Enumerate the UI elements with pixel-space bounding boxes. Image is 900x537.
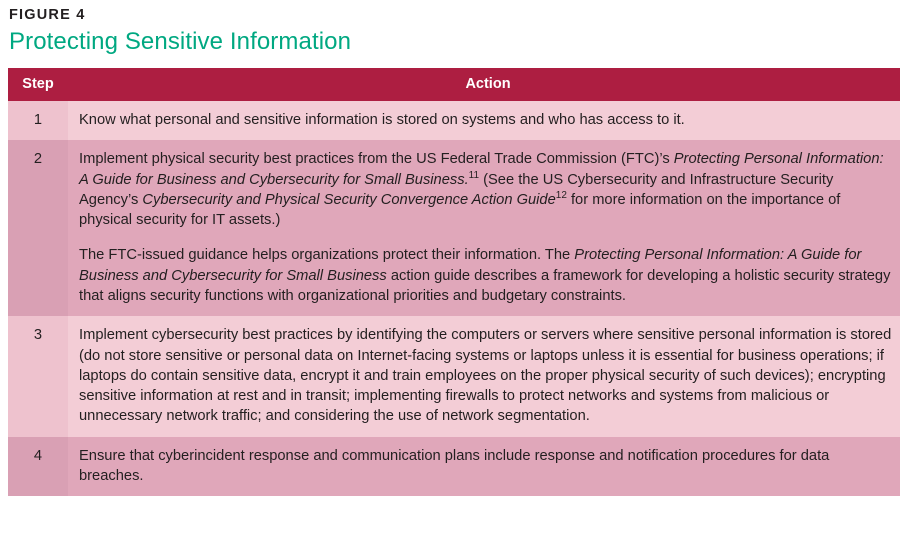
table-row bbox=[8, 316, 900, 436]
table-row bbox=[8, 437, 900, 497]
step-number: 4 bbox=[8, 437, 68, 497]
italic-run: Protecting Personal Information: A Guide for Business and Cybersecurity for Small Business bbox=[79, 247, 862, 284]
table-header-row bbox=[8, 68, 900, 101]
action-text bbox=[68, 140, 900, 316]
action-paragraph bbox=[79, 325, 894, 426]
action-paragraph bbox=[79, 149, 894, 230]
text-run: Implement cybersecurity best practices by identifying the computers or servers where sensitive personal information is stored (do not store sensitive or personal data on Internet-facing systems or laptops unless it is essential for business operations; if laptops do contain sensitive data, encrypt it and train employees on the proper physical security of such devices); encrypting sensitive information at rest and in transit; implementing firewalls to protect networks and systems from malicious or unnecessary network traffic; and considering the use of network segmentation. bbox=[79, 327, 892, 425]
action-text bbox=[68, 101, 900, 140]
text-run: (See the US Cybersecurity and Infrastructure Security Agency’s bbox=[79, 171, 834, 208]
page-title: Protecting Sensitive Information bbox=[9, 28, 352, 55]
text-run: Know what personal and sensitive information is stored on systems and who has access to it. bbox=[79, 112, 685, 128]
action-paragraph bbox=[79, 446, 894, 487]
step-number: 3 bbox=[8, 316, 68, 436]
italic-run: Cybersecurity and Physical Security Convergence Action Guide bbox=[142, 191, 556, 208]
figure-table bbox=[8, 68, 900, 496]
text-run: Ensure that cyberincident response and communication plans include response and notification procedures for data breaches. bbox=[79, 447, 830, 484]
table-row bbox=[8, 101, 900, 140]
action-paragraph bbox=[79, 245, 894, 306]
column-header-action: Action bbox=[68, 68, 900, 101]
action-text bbox=[68, 437, 900, 497]
footnote-marker: 12 bbox=[555, 189, 567, 201]
text-run: for more information on the importance of physical security for IT assets.) bbox=[79, 191, 841, 229]
italic-run: Protecting Personal Information: A Guide for Business and Cybersecurity for Small Business. bbox=[79, 151, 884, 188]
step-number: 1 bbox=[8, 101, 68, 140]
footnote-marker: 11 bbox=[468, 169, 480, 181]
text-run: Implement physical security best practices from the US Federal Trade Commission (FTC)’s bbox=[79, 151, 674, 168]
column-header-step: Step bbox=[8, 68, 68, 101]
table-row bbox=[8, 140, 900, 316]
text-run: The FTC-issued guidance helps organizations protect their information. The bbox=[79, 247, 575, 264]
action-paragraph bbox=[79, 110, 894, 130]
figure-label: FIGURE 4 bbox=[9, 7, 86, 23]
table-body bbox=[8, 101, 900, 496]
step-number: 2 bbox=[8, 140, 68, 316]
table-header bbox=[8, 68, 900, 101]
action-text bbox=[68, 316, 900, 436]
text-run: action guide describes a framework for developing a holistic security strategy that aligns security functions with organizational priorities and budgetary constraints. bbox=[79, 267, 891, 304]
